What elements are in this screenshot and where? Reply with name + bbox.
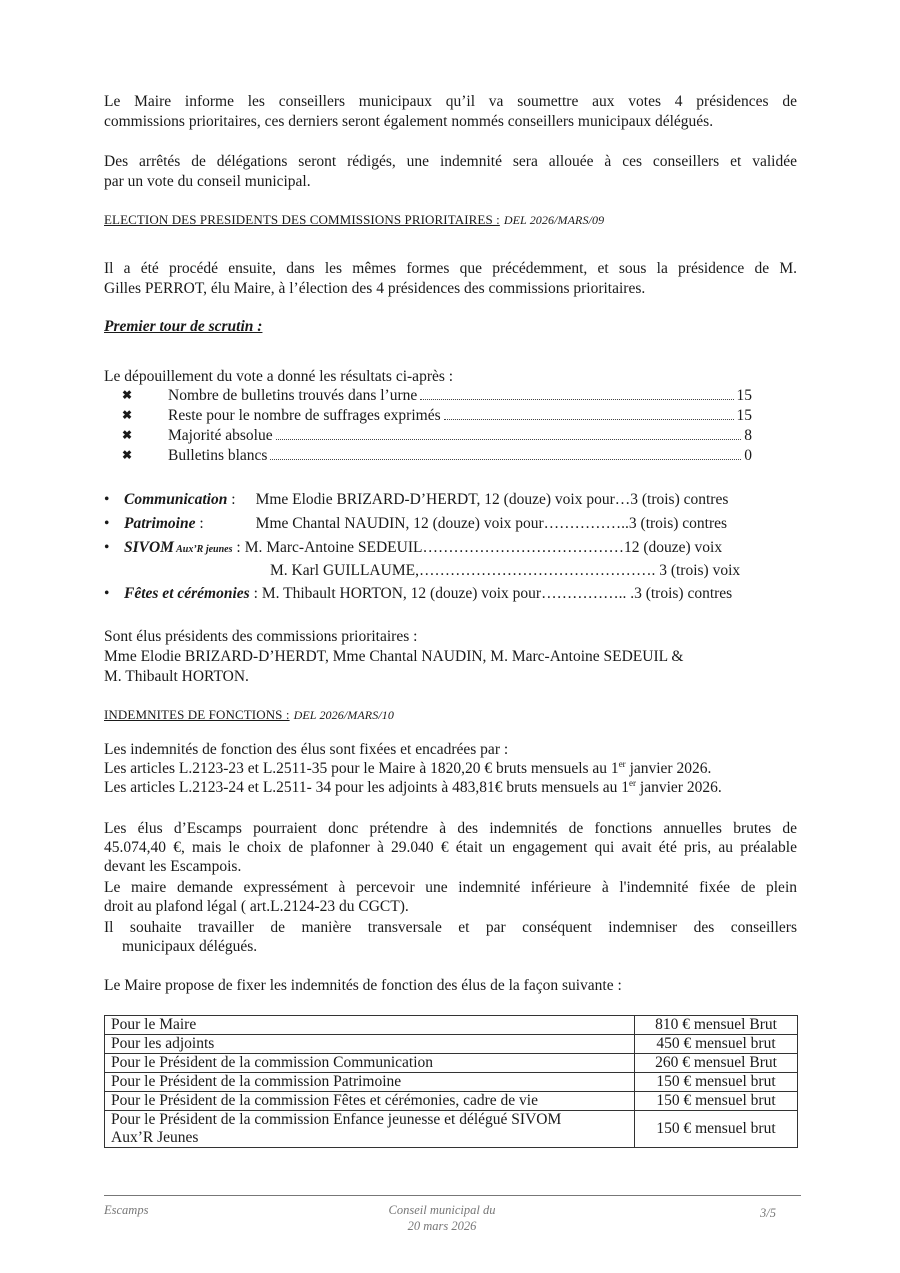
body-line: Le maire demande expressément à percevoir une indemnité inférieure à l'indemnité fixée de plein <box>104 879 797 896</box>
body-line: 45.074,40 €, mais le choix de plafonner à 29.040 € était un engagement qui avait été pris, au préalable <box>104 839 797 856</box>
commission-result: Mme Chantal NAUDIN, 12 (douze) voix pour……………..3 (trois) contres <box>255 515 728 532</box>
dot-leader <box>276 426 742 440</box>
commission-result: M. Karl GUILLAUME,………………………………………. 3 (trois) voix <box>270 562 741 579</box>
dot-leader <box>420 386 733 400</box>
table-cell-value: 150 € mensuel brut <box>635 1073 798 1092</box>
intro-line: Des arrêtés de délégations seront rédigés, une indemnité sera allouée à ces conseillers et validée <box>104 153 797 170</box>
table-cell-value: 150 € mensuel brut <box>635 1111 798 1148</box>
intro-line: Le Maire informe les conseillers municipaux qu’il va soumettre aux votes 4 présidences de <box>104 93 797 110</box>
cross-icon: ✖ <box>122 428 133 442</box>
table-cell-value: 150 € mensuel brut <box>635 1092 798 1111</box>
bullet-icon: • <box>104 539 110 556</box>
body-line: municipaux délégués. <box>122 938 258 955</box>
result-label: Reste pour le nombre de suffrages exprimés <box>168 407 441 424</box>
commission-name: SIVOM <box>124 539 174 556</box>
commission-row <box>104 514 727 533</box>
table-cell-label: Pour le Président de la commission Fêtes et cérémonies, cadre de vie <box>105 1092 635 1111</box>
body-line: Les articles L.2123-23 et L.2511-35 pour le Maire à 1820,20 € bruts mensuels au 1er janvier 2026. <box>104 758 712 777</box>
commission-result: Mme Elodie BRIZARD-D’HERDT, 12 (douze) voix pour…3 (trois) contres <box>255 491 729 508</box>
footer-left: Escamps <box>104 1203 149 1217</box>
body-line: Gilles PERROT, élu Maire, à l’élection des 4 présidences des commissions prioritaires. <box>104 280 646 297</box>
body-line: Il souhaite travailler de manière transversale et par conséquent indemniser des conseillers <box>104 919 797 936</box>
commission-row <box>104 538 722 559</box>
table-row <box>105 1111 798 1148</box>
result-value: 15 <box>736 407 752 424</box>
body-line: Les articles L.2123-24 et L.2511- 34 pour les adjoints à 483,81€ bruts mensuels au 1er janvier 2026. <box>104 777 722 796</box>
footer-center: Conseil municipal du 20 mars 2026 <box>388 1203 496 1233</box>
table-cell-label: Pour les adjoints <box>105 1035 635 1054</box>
cross-icon: ✖ <box>122 408 133 422</box>
footer-divider <box>104 1195 801 1196</box>
cross-icon: ✖ <box>122 448 133 462</box>
subheading: Premier tour de scrutin : <box>104 318 263 335</box>
table-row <box>105 1054 798 1073</box>
intro-line: commissions prioritaires, ces derniers seront également nommés conseillers municipaux délégués. <box>104 113 714 130</box>
table-row <box>105 1092 798 1111</box>
table-row <box>105 1035 798 1054</box>
body-line: devant les Escampois. <box>104 858 242 875</box>
result-label: Majorité absolue <box>168 427 273 444</box>
commission-row <box>104 490 728 509</box>
result-row <box>122 406 752 425</box>
result-value: 0 <box>744 447 752 464</box>
dot-leader <box>270 446 741 460</box>
table-cell-value: 450 € mensuel brut <box>635 1035 798 1054</box>
table-cell-label: Pour le Président de la commission Communication <box>105 1054 635 1073</box>
body-line: Il a été procédé ensuite, dans les mêmes formes que précédemment, et sous la présidence de M. <box>104 260 797 277</box>
commission-sep: : <box>232 539 241 556</box>
body-line: Le Maire propose de fixer les indemnités de fonction des élus de la façon suivante : <box>104 977 622 994</box>
dot-leader <box>444 406 734 420</box>
page-number: 3/5 <box>760 1206 776 1220</box>
section-heading <box>104 212 604 228</box>
section-title: ELECTION DES PRESIDENTS DES COMMISSIONS PRIORITAIRES : <box>104 212 500 227</box>
commission-name: Fêtes et cérémonies <box>124 585 250 602</box>
body-line: Mme Elodie BRIZARD-D’HERDT, Mme Chantal NAUDIN, M. Marc-Antoine SEDEUIL & <box>104 648 684 665</box>
section-title: INDEMNITES DE FONCTIONS : <box>104 707 290 722</box>
table-row <box>105 1016 798 1035</box>
table-cell-value: 260 € mensuel Brut <box>635 1054 798 1073</box>
commission-result: M. Marc-Antoine SEDEUIL…………………………………12 (douze) voix <box>244 539 723 556</box>
bullet-icon: • <box>104 491 110 508</box>
result-row <box>122 446 752 465</box>
body-line: Les indemnités de fonction des élus sont fixées et encadrées par : <box>104 741 509 758</box>
body-line: Sont élus présidents des commissions prioritaires : <box>104 628 418 645</box>
result-label: Bulletins blancs <box>168 447 268 464</box>
result-value: 15 <box>736 387 752 404</box>
commission-result: M. Thibault HORTON, 12 (douze) voix pour…………….. .3 (trois) contres <box>261 585 733 602</box>
table-cell-label: Pour le Président de la commission Patrimoine <box>105 1073 635 1092</box>
table-row <box>105 1073 798 1092</box>
result-row <box>122 386 752 405</box>
table-cell-value: 810 € mensuel Brut <box>635 1016 798 1035</box>
table-cell-label: Pour le Président de la commission Enfance jeunesse et délégué SIVOM Aux’R Jeunes <box>105 1111 635 1148</box>
commission-sep: : <box>227 491 236 508</box>
body-line: droit au plafond légal ( art.L.2124-23 du CGCT). <box>104 898 409 915</box>
results-intro: Le dépouillement du vote a donné les résultats ci-après : <box>104 368 454 385</box>
deliberation-ref: DEL 2026/MARS/09 <box>503 213 605 227</box>
bullet-icon: • <box>104 585 110 602</box>
commission-name: Patrimoine <box>124 515 196 532</box>
body-line: Les élus d’Escamps pourraient donc prétendre à des indemnités de fonctions annuelles brutes de <box>104 820 797 837</box>
intro-line: par un vote du conseil municipal. <box>104 173 311 190</box>
result-row <box>122 426 752 445</box>
indemnity-table <box>104 1015 798 1148</box>
commission-name: Communication <box>124 491 228 508</box>
commission-name-suffix: Aux’R jeunes <box>173 544 233 555</box>
deliberation-ref: DEL 2026/MARS/10 <box>293 708 394 722</box>
result-value: 8 <box>744 427 752 444</box>
commission-row <box>104 584 732 603</box>
table-cell-label: Pour le Maire <box>105 1016 635 1035</box>
result-label: Nombre de bulletins trouvés dans l’urne <box>168 387 418 404</box>
cross-icon: ✖ <box>122 388 133 402</box>
bullet-icon: • <box>104 515 110 532</box>
section-heading <box>104 707 394 723</box>
commission-row <box>270 561 740 580</box>
commission-sep: : <box>249 585 258 602</box>
commission-sep: : <box>195 515 204 532</box>
body-line: M. Thibault HORTON. <box>104 668 249 685</box>
